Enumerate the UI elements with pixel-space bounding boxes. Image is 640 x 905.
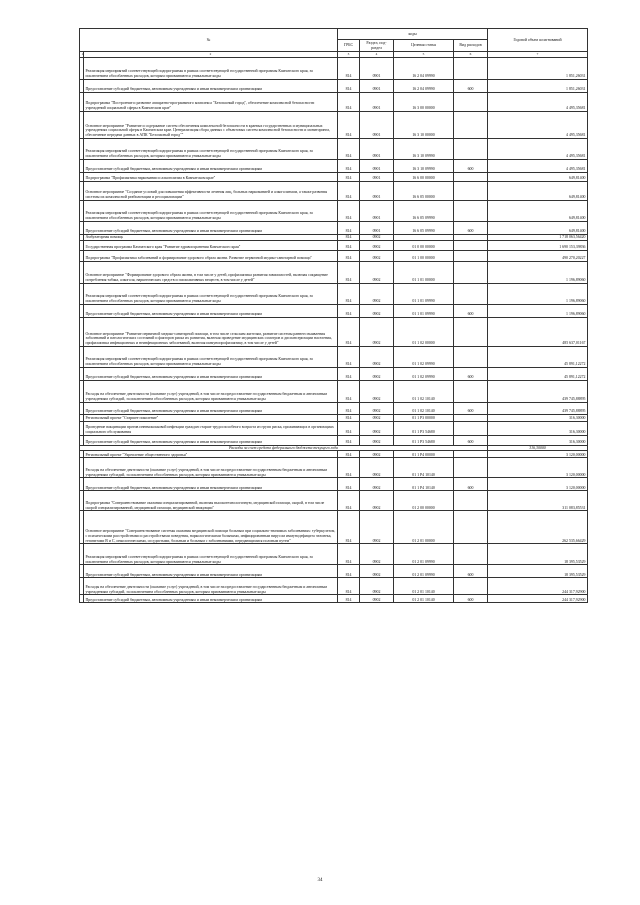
vid-cell xyxy=(454,544,488,565)
razdel-cell: 0901 xyxy=(360,221,394,234)
celevaya-cell: 01 1 P3 54680 xyxy=(394,421,454,435)
name-cell: Расходы на обеспечение деятельности (оказание услуг) учреждений, в том числе на предоставление государственным бюджетным и автономным учреждениям субсидий, за исключением обособленных расходов, которым присваиваются уникальные коды xyxy=(84,458,338,478)
grbs-cell: 814 xyxy=(338,111,360,138)
grbs-cell: 814 xyxy=(338,565,360,578)
header-celevaya: Целевая статья xyxy=(394,40,454,52)
amount-cell: 316,30000 xyxy=(488,445,588,451)
celevaya-cell: 01 1 P3 00000 xyxy=(394,414,454,421)
table-row xyxy=(80,317,588,346)
header-grbs: ГРБС xyxy=(338,40,360,52)
vid-cell xyxy=(454,511,488,544)
celevaya-cell: 01 2 00 00000 xyxy=(394,491,454,511)
grbs-cell: 814 xyxy=(338,578,360,595)
celevaya-cell: 01 1 01 09990 xyxy=(394,283,454,304)
razdel-cell: 0902 xyxy=(360,435,394,445)
celevaya-cell: 01 2 01 10140 xyxy=(394,595,454,603)
razdel-cell: 0902 xyxy=(360,317,394,346)
grbs-cell: 814 xyxy=(338,511,360,544)
grbs-cell: 814 xyxy=(338,138,360,159)
table-row xyxy=(80,451,588,458)
table-row xyxy=(80,138,588,159)
razdel-cell: 0902 xyxy=(360,478,394,491)
name-cell: Предоставление субсидий бюджетным, автономным учреждениям и иным некоммерческим организациям xyxy=(84,221,338,234)
grbs-cell: 814 xyxy=(338,317,360,346)
budget-table-page xyxy=(79,28,587,603)
razdel-cell: 0902 xyxy=(360,544,394,565)
table-row xyxy=(80,172,588,181)
name-cell: Расходы на обеспечение деятельности (оказание услуг) учреждений, в том числе на предоставление государственным бюджетным и автономным учреждениям субсидий, за исключением обособленных расходов, которым присваиваются уникальные коды xyxy=(84,578,338,595)
amount-cell: 1 690 153,39836 xyxy=(488,240,588,250)
header-amount: Годовой объем ассигнований xyxy=(488,29,588,52)
name-cell: Расходы на обеспечение деятельности (оказание услуг) учреждений, в том числе на предоставление государственным бюджетным и автономным учреждениям субсидий, за исключением обособленных расходов, которым присваиваются уникальные коды xyxy=(84,380,338,402)
amount-cell: 316,30000 xyxy=(488,435,588,445)
celevaya-cell: 16 6 05 09990 xyxy=(394,221,454,234)
header-razdel: Раздел, под-раздел xyxy=(360,40,394,52)
column-number: 1 xyxy=(81,52,84,56)
amount-cell: 45 891,12272 xyxy=(488,346,588,367)
celevaya-cell: 01 0 00 00000 xyxy=(394,240,454,250)
table-row xyxy=(80,57,588,79)
grbs-cell: 814 xyxy=(338,478,360,491)
celevaya-cell: 01 1 01 00000 xyxy=(394,261,454,283)
razdel-cell: 0902 xyxy=(360,511,394,544)
celevaya-cell: 01 1 P4 10140 xyxy=(394,458,454,478)
table-row xyxy=(80,595,588,603)
amount-cell: 316,30000 xyxy=(488,421,588,435)
name-cell: Государственная программа Камчатского края "Развитие здравоохранения Камчатского края" xyxy=(84,240,338,250)
grbs-cell: 814 xyxy=(338,304,360,317)
page-number: 34 xyxy=(317,878,323,883)
table-row xyxy=(80,380,588,402)
amount-cell: 3 120,00000 xyxy=(488,478,588,491)
vid-cell xyxy=(454,111,488,138)
table-row xyxy=(80,111,588,138)
celevaya-cell: 01 1 P3 54680 xyxy=(394,435,454,445)
name-cell: Региональный проект "Старшее поколение" xyxy=(84,414,338,421)
grbs-cell: 814 xyxy=(338,414,360,421)
name-cell: Предоставление субсидий бюджетным, автономным учреждениям и иным некоммерческим организациям xyxy=(84,595,338,603)
amount-cell: 18 395,53529 xyxy=(488,565,588,578)
razdel-cell: 0901 xyxy=(360,79,394,92)
table-row xyxy=(80,491,588,511)
name-cell: Реализация мероприятий соответствующей подпрограммы в рамках соответствующей государственной программы Камчатского края, за исключением обособленных расходов, которым присваиваются уникальные коды xyxy=(84,57,338,79)
razdel-cell: 0902 xyxy=(360,261,394,283)
grbs-cell: 814 xyxy=(338,402,360,414)
amount-cell: 439 745,88895 xyxy=(488,402,588,414)
name-cell: Региональный проект "Укрепление общественного здоровья" xyxy=(84,451,338,458)
vid-cell: 600 xyxy=(454,221,488,234)
grbs-cell: 814 xyxy=(338,79,360,92)
table-row xyxy=(80,304,588,317)
razdel-cell: 0901 xyxy=(360,57,394,79)
grbs-cell: 814 xyxy=(338,421,360,435)
table-row xyxy=(80,159,588,172)
amount-cell: 1 196,89060 xyxy=(488,261,588,283)
table-row xyxy=(80,283,588,304)
razdel-cell: 0902 xyxy=(360,367,394,380)
table-row xyxy=(80,402,588,414)
celevaya-cell: 16 6 05 00000 xyxy=(394,181,454,200)
grbs-cell: 814 xyxy=(338,346,360,367)
column-number: 5 xyxy=(394,52,454,58)
table-row xyxy=(80,79,588,92)
table-row xyxy=(80,367,588,380)
name-cell: Подпрограмма "Профилактика заболеваний и формирование здорового образа жизни. Развитие первичной медико-санитарной помощи" xyxy=(84,250,338,261)
grbs-cell: 814 xyxy=(338,181,360,200)
name-cell: Основное мероприятие "Создание условий для повышения эффективности лечения лиц, больных наркоманией и алкоголизмом, а также развития системы их комплексной реабилитации и ресоциализации" xyxy=(84,181,338,200)
header-row-top xyxy=(80,29,588,40)
razdel-cell: 0901 xyxy=(360,172,394,181)
celevaya-cell: 16 6 05 09990 xyxy=(394,200,454,221)
celevaya-cell: 16 3 10 00000 xyxy=(394,111,454,138)
celevaya-cell: 16 2 04 09990 xyxy=(394,79,454,92)
grbs-cell: 814 xyxy=(338,435,360,445)
amount-cell: 311 083,85531 xyxy=(488,491,588,511)
name-cell: Подпрограмма "Совершенствование оказания специализированной, включая высокотехнологичную, медицинской помощи, скорой, в том числе скорой специализированной, медицинской помощи, медицинской эвакуации" xyxy=(84,491,338,511)
table-row xyxy=(80,92,588,111)
name-cell: Проведение вакцинации против пневмококковой инфекции граждан старше трудоспособного возраста из групп риска, проживающих в организациях социального обслуживания xyxy=(84,421,338,435)
name-cell: Реализация мероприятий соответствующей подпрограммы в рамках соответствующей государственной программы Камчатского края, за исключением обособленных расходов, которым присваиваются уникальные коды xyxy=(84,283,338,304)
column-number: 4 xyxy=(360,52,394,58)
grbs-cell: 814 xyxy=(338,57,360,79)
vid-cell xyxy=(454,414,488,421)
vid-cell xyxy=(454,200,488,221)
razdel-cell: 0902 xyxy=(360,491,394,511)
vid-cell: 600 xyxy=(454,159,488,172)
razdel-cell: 0902 xyxy=(360,234,394,240)
name-cell: Подпрограмма "Построение и развитие аппаратно-программного комплекса "Безопасный город", обеспечение комплексной безопасности учреждений социальной сферы в Камчатском крае" xyxy=(84,92,338,111)
amount-cell: 4 495,35681 xyxy=(488,159,588,172)
vid-cell xyxy=(454,240,488,250)
table-row xyxy=(80,544,588,565)
amount-cell: 316,30000 xyxy=(488,414,588,421)
celevaya-cell: 01 2 01 10140 xyxy=(394,578,454,595)
razdel-cell: 0901 xyxy=(360,111,394,138)
celevaya-cell: 01 1 02 00000 xyxy=(394,317,454,346)
vid-cell xyxy=(454,172,488,181)
vid-cell: 600 xyxy=(454,367,488,380)
amount-cell: 18 395,53529 xyxy=(488,544,588,565)
celevaya-cell: 01 1 02 09990 xyxy=(394,346,454,367)
table-row xyxy=(80,478,588,491)
amount-cell: 262 535,66429 xyxy=(488,511,588,544)
vid-cell: 600 xyxy=(454,79,488,92)
name-cell: Основное мероприятие "Совершенствование системы оказания медицинской помощи больным при социально-значимых заболеваниях: туберкулезом, с психическими расстройствами и расстройствами поведения, наркологическими больными, инфицированным вирусом иммунодефицита человека, гепатитами В и С, онкологическими, сосудистыми, больным и больным с заболеваниями, передающимися половым путем" xyxy=(84,511,338,544)
celevaya-cell: 16 6 00 00000 xyxy=(394,172,454,181)
amount-cell: 1 851,26031 xyxy=(488,57,588,79)
amount-cell: 490 270,20227 xyxy=(488,250,588,261)
amount-cell: 649,81400 xyxy=(488,181,588,200)
table-row xyxy=(80,240,588,250)
razdel-cell: 0902 xyxy=(360,380,394,402)
name-cell: Предоставление субсидий бюджетным, автономным учреждениям и иным некоммерческим организациям xyxy=(84,304,338,317)
amount-cell: 3 120,00000 xyxy=(488,458,588,478)
note-text: Расходы за счет средств федерального бюджета текущего года xyxy=(80,445,488,451)
celevaya-cell: 01 2 01 00000 xyxy=(394,511,454,544)
vid-cell xyxy=(454,261,488,283)
celevaya-cell: 01 1 P4 00000 xyxy=(394,451,454,458)
vid-cell xyxy=(454,578,488,595)
vid-cell: 600 xyxy=(454,595,488,603)
table-row xyxy=(80,221,588,234)
table-row xyxy=(80,346,588,367)
name-cell: Предоставление субсидий бюджетным, автономным учреждениям и иным некоммерческим организациям xyxy=(84,402,338,414)
vid-cell: 600 xyxy=(454,402,488,414)
celevaya-cell: 16 3 10 09990 xyxy=(394,138,454,159)
amount-cell: 649,81400 xyxy=(488,200,588,221)
celevaya-cell: 01 1 00 00000 xyxy=(394,250,454,261)
vid-cell xyxy=(454,283,488,304)
table-row xyxy=(80,250,588,261)
amount-cell: 1 196,89060 xyxy=(488,283,588,304)
vid-cell xyxy=(454,92,488,111)
razdel-cell: 0901 xyxy=(360,159,394,172)
grbs-cell: 814 xyxy=(338,159,360,172)
grbs-cell: 814 xyxy=(338,380,360,402)
vid-cell xyxy=(454,317,488,346)
vid-cell xyxy=(454,491,488,511)
celevaya-cell: 01 2 01 09990 xyxy=(394,565,454,578)
table-row xyxy=(80,414,588,421)
celevaya-cell: 01 1 P4 10140 xyxy=(394,478,454,491)
column-number: 6 xyxy=(454,52,488,58)
amount-cell: 4 495,35681 xyxy=(488,138,588,159)
name-cell: Реализация мероприятий соответствующей подпрограммы в рамках соответствующей государственной программы Камчатского края, за исключением обособленных расходов, которым присваиваются уникальные коды xyxy=(84,346,338,367)
vid-cell xyxy=(454,250,488,261)
table-row xyxy=(80,181,588,200)
amount-cell: 485 637,01167 xyxy=(488,317,588,346)
table-row xyxy=(80,458,588,478)
vid-cell xyxy=(454,138,488,159)
name-cell: Предоставление субсидий бюджетным, автономным учреждениям и иным некоммерческим организациям xyxy=(84,435,338,445)
amount-cell: 649,81400 xyxy=(488,221,588,234)
razdel-cell: 0902 xyxy=(360,402,394,414)
header-number: № xyxy=(80,29,338,52)
vid-cell xyxy=(454,57,488,79)
vid-cell xyxy=(454,458,488,478)
celevaya-cell: 16 2 04 09990 xyxy=(394,57,454,79)
amount-cell: 3 120,00000 xyxy=(488,451,588,458)
grbs-cell: 814 xyxy=(338,240,360,250)
amount-cell: 649,81400 xyxy=(488,172,588,181)
name-cell: Основное мероприятие "Формирование здорового образа жизни, в том числе у детей, профилактика развития зависимостей, включая сокращение потребления табака, алкоголя, наркотических средств и психоактивных веществ, в том числе у детей" xyxy=(84,261,338,283)
razdel-cell: 0902 xyxy=(360,458,394,478)
razdel-cell: 0901 xyxy=(360,200,394,221)
name-cell: Предоставление субсидий бюджетным, автономным учреждениям и иным некоммерческим организациям xyxy=(84,478,338,491)
table-body xyxy=(80,57,588,603)
razdel-cell: 0902 xyxy=(360,565,394,578)
grbs-cell: 814 xyxy=(338,544,360,565)
razdel-cell: 0901 xyxy=(360,181,394,200)
name-cell: Основное мероприятие "Развитие и содержание систем обеспечения комплексной безопасности в краевых государственных и муниципальных учреждениях социальной сферы в Камчатском крае. Централизация сбора данных с объектовых систем комплексной безопасности и мониторинга, обеспечение передачи данных в АПК "Безопасный город"" xyxy=(84,111,338,138)
name-cell: Предоставление субсидий бюджетным, автономным учреждениям и иным некоммерческим организациям xyxy=(84,79,338,92)
grbs-cell: 814 xyxy=(338,92,360,111)
grbs-cell: 814 xyxy=(338,595,360,603)
celevaya-cell: 16 3 00 00000 xyxy=(394,92,454,111)
table-row xyxy=(80,421,588,435)
grbs-cell: 814 xyxy=(338,261,360,283)
razdel-cell: 0902 xyxy=(360,283,394,304)
razdel-cell: 0902 xyxy=(360,578,394,595)
table-row xyxy=(80,511,588,544)
table-row xyxy=(80,565,588,578)
column-number: 7 xyxy=(488,52,588,58)
grbs-cell: 814 xyxy=(338,234,360,240)
grbs-cell: 814 xyxy=(338,283,360,304)
celevaya-cell: 01 1 02 10140 xyxy=(394,402,454,414)
header-vid: Вид расходов xyxy=(454,40,488,52)
amount-cell: 4 495,35681 xyxy=(488,92,588,111)
amount-cell: 4 495,35681 xyxy=(488,111,588,138)
celevaya-cell: 16 3 10 09990 xyxy=(394,159,454,172)
vid-cell xyxy=(454,421,488,435)
vid-cell: 600 xyxy=(454,478,488,491)
razdel-cell: 0902 xyxy=(360,346,394,367)
vid-cell: 600 xyxy=(454,565,488,578)
grbs-cell: 814 xyxy=(338,172,360,181)
name-cell: Подпрограмма "Профилактика наркомании и алкоголизма в Камчатском крае" xyxy=(84,172,338,181)
grbs-cell: 814 xyxy=(338,367,360,380)
table-row xyxy=(80,200,588,221)
name-cell: Предоставление субсидий бюджетным, автономным учреждениям и иным некоммерческим организациям xyxy=(84,565,338,578)
celevaya-cell: 01 1 01 09990 xyxy=(394,304,454,317)
budget-table xyxy=(79,28,588,603)
name-cell: Реализация мероприятий соответствующей подпрограммы в рамках соответствующей государственной программы Камчатского края, за исключением обособленных расходов, которым присваиваются уникальные коды xyxy=(84,200,338,221)
razdel-cell: 0902 xyxy=(360,414,394,421)
grbs-cell: 814 xyxy=(338,491,360,511)
razdel-cell: 0902 xyxy=(360,421,394,435)
grbs-cell: 814 xyxy=(338,250,360,261)
amount-cell: 1 851,26031 xyxy=(488,79,588,92)
name-cell: Предоставление субсидий бюджетным, автономным учреждениям и иным некоммерческим организациям xyxy=(84,159,338,172)
celevaya-cell: 01 1 02 09990 xyxy=(394,367,454,380)
razdel-cell: 0901 xyxy=(360,92,394,111)
amount-cell: 439 745,88895 xyxy=(488,380,588,402)
celevaya-cell: 01 2 01 09990 xyxy=(394,544,454,565)
razdel-cell: 0902 xyxy=(360,304,394,317)
amount-cell: 45 891,12272 xyxy=(488,367,588,380)
column-number: 3 xyxy=(338,52,360,58)
grbs-cell: 814 xyxy=(338,451,360,458)
vid-cell xyxy=(454,346,488,367)
amount-cell: 244 317,92900 xyxy=(488,595,588,603)
table-row xyxy=(80,261,588,283)
name-cell: Реализация мероприятий соответствующей подпрограммы в рамках соответствующей государственной программы Камчатского края, за исключением обособленных расходов, которым присваиваются уникальные коды xyxy=(84,138,338,159)
celevaya-cell: 01 1 02 10140 xyxy=(394,380,454,402)
grbs-cell: 814 xyxy=(338,200,360,221)
razdel-cell: 0902 xyxy=(360,250,394,261)
vid-cell xyxy=(454,181,488,200)
name-cell: Предоставление субсидий бюджетным, автономным учреждениям и иным некоммерческим организациям xyxy=(84,367,338,380)
vid-cell: 600 xyxy=(454,304,488,317)
razdel-cell: 0901 xyxy=(360,138,394,159)
vid-cell xyxy=(454,451,488,458)
grbs-cell: 814 xyxy=(338,458,360,478)
vid-cell xyxy=(454,380,488,402)
razdel-cell: 0902 xyxy=(360,240,394,250)
amount-cell: 1 196,89060 xyxy=(488,304,588,317)
table-row xyxy=(80,435,588,445)
name-cell: Реализация мероприятий соответствующей подпрограммы в рамках соответствующей государственной программы Камчатского края, за исключением обособленных расходов, которым присваиваются уникальные коды xyxy=(84,544,338,565)
table-row xyxy=(80,578,588,595)
column-number: 2 xyxy=(84,52,338,58)
header-codes: коды xyxy=(338,29,488,40)
vid-cell: 600 xyxy=(454,435,488,445)
name-cell: Основное мероприятие "Развитие первичной медико-санитарной помощи, в том числе сельским жителям, развитие системы раннего выявления заболеваний и патологических состояний и факторов риска их развития, включая проведение медицинских осмотров и диспансеризации населения, профилактика инфекционных и неинфекционных заболеваний, включая иммунопрофилактику, в том числе у детей" xyxy=(84,317,338,346)
amount-cell: 1 718 063,56420 xyxy=(488,234,588,240)
amount-cell: 244 317,92900 xyxy=(488,578,588,595)
razdel-cell: 0902 xyxy=(360,595,394,603)
razdel-cell: 0902 xyxy=(360,451,394,458)
name-cell: Амбулаторная помощь xyxy=(84,234,338,240)
grbs-cell: 814 xyxy=(338,221,360,234)
